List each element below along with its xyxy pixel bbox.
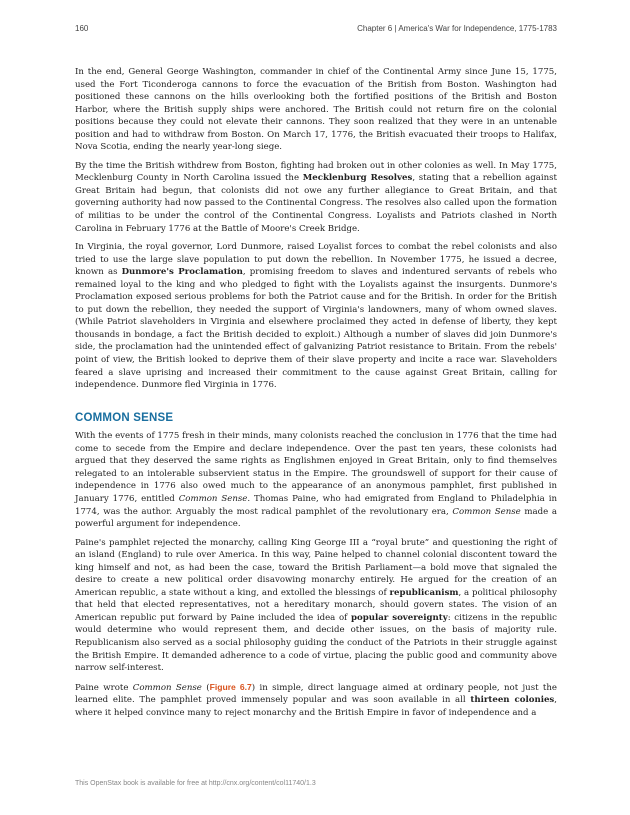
section-heading: COMMON SENSE	[75, 411, 174, 424]
text-run: (	[201, 682, 210, 693]
text-run: , a political philosophy that held that elected representatives, not a hereditary monarch, should govern states. The vision of an American republic put forward by Paine included the idea of	[75, 587, 558, 623]
key-term-mecklenburg-resolves: Mecklenburg Resolves	[302, 173, 413, 184]
paragraph-common-sense-intro	[75, 430, 557, 530]
text-run: : citizens in the republic would determine who would represent them, and decide other issues, on the basis of majority rule. Republicanism also served as a social philosophy guiding the conduct of the Patriots in their struggle against the British Empire. It demanded adherence to a code of virtue, placing the public good and community above narrow self-interest.	[75, 612, 557, 674]
paragraph-mecklenburg	[75, 160, 557, 235]
text-run: . Thomas Paine, who had emigrated from England to Philadelphia in 1774, was the author. Arguably the most radical pamphlet of the revolutionary era,	[75, 493, 557, 517]
text-run: , stating that a rebellion against Great Britain had begun, that colonists did not owe any further allegiance to Great Britain, and that governing authority had now passed to the Continental Congress. The resolves also called upon the formation of militias to be under the control of the Continental Congress. Loyalists and Patriots clashed in North Carolina in February 1776 at the Battle of Moore's Creek Bridge.	[75, 173, 557, 234]
paragraph-paine-pamphlet	[75, 537, 557, 675]
body-text	[75, 66, 557, 725]
text-run: , promising freedom to slaves and indentured servants of rebels who remained loyal to the king and who pledged to fight with the Loyalists against the insurgents. Dunmore's Proclamation exposed serious problems for both the Patriot cause and for the British. In order for the British to put down the rebellion, they needed the support of Virginia's landowners, many of whom owned slaves. (While Patriot slaveholders in Virginia and elsewhere proclaimed they acted in defense of liberty, they kept thousands in bondage, a fact the British decided to exploit.) Although a number of slaves did join Dunmore's side, the proclamation had the unintended effect of galvanizing Patriot resistance to Britain. From the rebels' point of view, the British looked to deprive them of their slave property and incite a race war. Slaveholders feared a slave uprising and increased their commitment to the cause against Great Britain, calling for independence. Dunmore fled Virginia in 1776.	[75, 267, 557, 391]
key-term-dunmores-proclamation: Dunmore's Proclamation	[121, 267, 243, 278]
text-run: , where it helped convince many to reject monarchy and the British Empire in favor of independence and a	[75, 695, 557, 718]
paragraph-boston-evacuation: In the end, General George Washington, commander in chief of the Continental Army since June 15, 1775, used the Fort Ticonderoga cannons to force the evacuation of the British from Boston. Washington had positioned these cannons on the hills overlooking both the fortified positions of the British and Boston Harbor, where the British supply ships were anchored. The British could not return fire on the colonial positions because they could not elevate their cannons. They soon realized that they were in an untenable position and had to withdraw from Boston. On March 17, 1776, the British evacuated their troops to Halifax, Nova Scotia, ending the nearly year-long siege.	[75, 67, 557, 153]
book-title: Common Sense	[132, 682, 202, 693]
text-run: made a powerful argument for independence.	[75, 506, 557, 530]
key-term-popular-sovereignty: popular sovereignty	[350, 612, 448, 623]
running-header: Chapter 6 | America's War for Independence, 1775-1783	[357, 24, 557, 33]
page-footer: This OpenStax book is available for free at http://cnx.org/content/col11740/1.3	[75, 780, 316, 787]
book-title: Common Sense	[178, 493, 248, 504]
paragraph-dunmore	[75, 241, 557, 392]
book-title: Common Sense	[452, 506, 521, 517]
text-run: Paine wrote	[75, 682, 133, 693]
key-term-thirteen-colonies: thirteen colonies	[470, 695, 555, 706]
text-run: Paine's pamphlet rejected the monarchy, calling King George III a “royal brute” and questioning the right of an island (England) to rule over America. In this way, Paine helped to channel colonial discontent toward the king himself and not, as had been the case, toward the British Parliament—a bold move that signaled the desire to create a new political order disavowing monarchy entirely. He argued for the creation of an American republic, a state without a king, and extolled the blessings of	[75, 537, 557, 598]
key-term-republicanism: republicanism	[389, 587, 459, 598]
text-run: In Virginia, the royal governor, Lord Dunmore, raised Loyalist forces to combat the rebel colonists and also tried to use the large slave population to put down the rebellion. In November 1775, he issued a decree, known as	[75, 242, 557, 278]
text-run: With the events of 1775 fresh in their minds, many colonists reached the conclusion in 1776 that the time had come to secede from the Empire and declare independence. Over the past ten years, these colonists had argued that they deserved the same rights as Englishmen enjoyed in Great Britain, only to find themselves relegated to an intolerable subservient status in the Empire. The groundswell of support for their cause of independence in 1776 also owed much to the appearance of an anonymous pamphlet, first published in January 1776, entitled	[75, 431, 557, 504]
page-number: 160	[75, 24, 89, 33]
text-run: By the time the British withdrew from Boston, fighting had broken out in other colonies as well. In May 1775, Mecklenburg County in North Carolina issued the	[75, 160, 557, 184]
figure-link[interactable]: Figure 6.7	[209, 681, 252, 692]
paragraph-paine-wrote	[75, 681, 557, 720]
text-run: ) in simple, direct language aimed at ordinary people, not just the learned elite. The pamphlet proved immensely popular and was soon available in all	[75, 682, 557, 706]
